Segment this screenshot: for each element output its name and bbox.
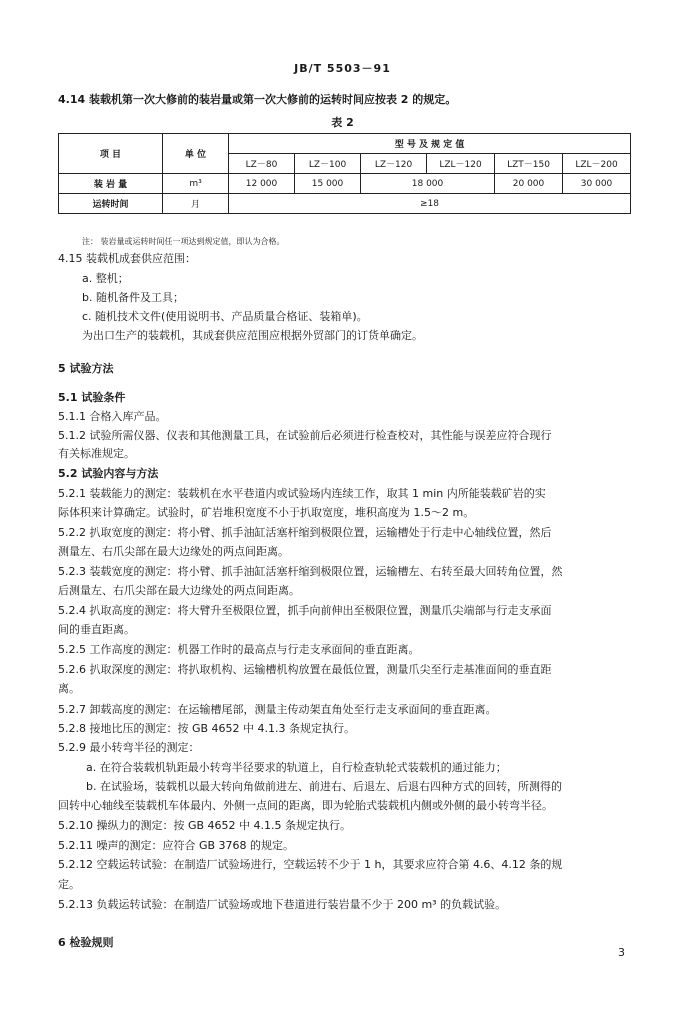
clause-5-2-1: 5.2.1 装载能力的测定：装载机在水平巷道内或试验场内连续工作，取其 1 min 内所能装载矿岩的实 xyxy=(58,487,546,500)
row-label: 装 岩 量 xyxy=(59,174,163,194)
clause-5-2: 5.2 试验内容与方法 xyxy=(58,467,159,480)
table-cell: ≥18 xyxy=(229,194,631,214)
clause-5-2-10: 5.2.10 操纵力的测定：按 GB 4652 中 4.1.5 条规定执行。 xyxy=(58,819,352,832)
table-row xyxy=(59,174,631,194)
section-5-heading: 5 试验方法 xyxy=(58,362,114,375)
clause-5-2-12-cont: 定。 xyxy=(58,878,80,891)
table-cell: 12 000 xyxy=(229,174,295,194)
model-header: LZ－80 xyxy=(229,154,295,174)
export-note: 为出口生产的装载机，其成套供应范围应根据外贸部门的订货单确定。 xyxy=(82,329,423,342)
table-note: 注： 装岩量或运转时间任一项达到规定值，即认为合格。 xyxy=(82,237,285,246)
clause-5-2-2-cont: 测量左、右爪尖部在最大边缘处的两点间距离。 xyxy=(58,545,289,558)
clause-5-2-4: 5.2.4 扒取高度的测定：将大臂升至极限位置，抓手向前伸出至极限位置，测量爪尖端部与行走支承面 xyxy=(58,604,552,617)
clause-5-1-2: 5.1.2 试验所需仪器、仪表和其他测量工具，在试验前后必须进行检查校对，其性能与误差应符合现行 xyxy=(58,429,552,442)
model-header: LZT－150 xyxy=(495,154,563,174)
clause-5-2-9: 5.2.9 最小转弯半径的测定： xyxy=(58,741,200,754)
model-header: LZL－200 xyxy=(563,154,631,174)
spec-table xyxy=(58,133,631,214)
clause-5-2-12: 5.2.12 空载运转试验：在制造厂试验场进行，空载运转不少于 1 h，其要求应符合第 4.6、4.12 条的规 xyxy=(58,858,563,871)
clause-5-2-1-cont: 际体积来计算确定。试验时，矿岩堆积宽度不小于扒取宽度，堆积高度为 1.5～2 m。 xyxy=(58,506,475,519)
table-cell: 20 000 xyxy=(495,174,563,194)
clause-4-15: 4.15 装载机成套供应范围： xyxy=(58,252,196,265)
clause-5-1: 5.1 试验条件 xyxy=(58,391,126,404)
clause-5-2-4-cont: 间的垂直距离。 xyxy=(58,623,135,636)
model-header: LZ－100 xyxy=(295,154,361,174)
list-item: a. 整机； xyxy=(82,272,129,285)
clause-5-2-11: 5.2.11 噪声的测定：应符合 GB 3768 的规定。 xyxy=(58,839,295,852)
col-header-models-group: 型 号 及 规 定 值 xyxy=(229,134,631,154)
clause-4-14: 4.14 装载机第一次大修前的装岩量或第一次大修前的运转时间应按表 2 的规定。 xyxy=(58,93,457,106)
clause-5-2-3: 5.2.3 装载宽度的测定：将小臂、抓手油缸活塞杆缩到极限位置，运输槽左、右转至最大回转角位置，然 xyxy=(58,565,563,578)
clause-5-2-6: 5.2.6 扒取深度的测定：将扒取机构、运输槽机构放置在最低位置，测量爪尖至行走基准面间的垂直距 xyxy=(58,663,552,676)
row-unit: m³ xyxy=(163,174,229,194)
page-number: 3 xyxy=(618,946,625,959)
row-label: 运转时间 xyxy=(59,194,163,214)
table-cell: 15 000 xyxy=(295,174,361,194)
clause-5-2-3-cont: 后测量左、右爪尖部在最大边缘处的两点间距离。 xyxy=(58,584,300,597)
clause-5-2-2: 5.2.2 扒取宽度的测定：将小臂、抓手油缸活塞杆缩到极限位置，运输槽处于行走中心轴线位置，然后 xyxy=(58,526,552,539)
list-item: b. 随机备件及工具； xyxy=(82,291,184,304)
clause-5-2-13: 5.2.13 负载运转试验：在制造厂试验场或地下巷道进行装岩量不少于 200 m³ 的负载试验。 xyxy=(58,898,507,911)
model-header: LZL－120 xyxy=(427,154,495,174)
clause-5-2-6-cont: 离。 xyxy=(58,682,80,695)
clause-5-2-9-a: a. 在符合装载机轨距最小转弯半径要求的轨道上，自行检查轨轮式装载机的通过能力； xyxy=(86,761,507,774)
clause-5-2-7: 5.2.7 卸载高度的测定：在运输槽尾部，测量主传动架直角处至行走支承面间的垂直距离。 xyxy=(58,703,497,716)
clause-5-1-1: 5.1.1 合格入库产品。 xyxy=(58,410,167,423)
section-6-heading: 6 检验规则 xyxy=(58,936,114,949)
clause-5-2-9-b: b. 在试验场，装载机以最大转向角做前进左、前进右、后退左、后退右四种方式的回转，所测得的 xyxy=(86,780,562,793)
clause-5-2-9-b-cont: 回转中心轴线至装载机车体最内、外侧一点间的距离，即为轮胎式装载机内侧或外侧的最小转弯半径。 xyxy=(58,799,553,812)
standard-code-header: JB/T 5503－91 xyxy=(294,62,391,75)
table-row xyxy=(59,194,631,214)
table-cell: 18 000 xyxy=(361,174,495,194)
list-item: c. 随机技术文件(使用说明书、产品质量合格证、装箱单)。 xyxy=(82,310,368,323)
col-header-item: 项 目 xyxy=(59,134,163,174)
col-header-unit: 单 位 xyxy=(163,134,229,174)
model-header: LZ－120 xyxy=(361,154,427,174)
clause-5-1-2-cont: 有关标准规定。 xyxy=(58,447,135,460)
table-cell: 30 000 xyxy=(563,174,631,194)
row-unit: 月 xyxy=(163,194,229,214)
clause-5-2-5: 5.2.5 工作高度的测定：机器工作时的最高点与行走支承面间的垂直距离。 xyxy=(58,643,420,656)
table-caption: 表 2 xyxy=(331,116,354,129)
clause-5-2-8: 5.2.8 接地比压的测定：按 GB 4652 中 4.1.3 条规定执行。 xyxy=(58,722,356,735)
